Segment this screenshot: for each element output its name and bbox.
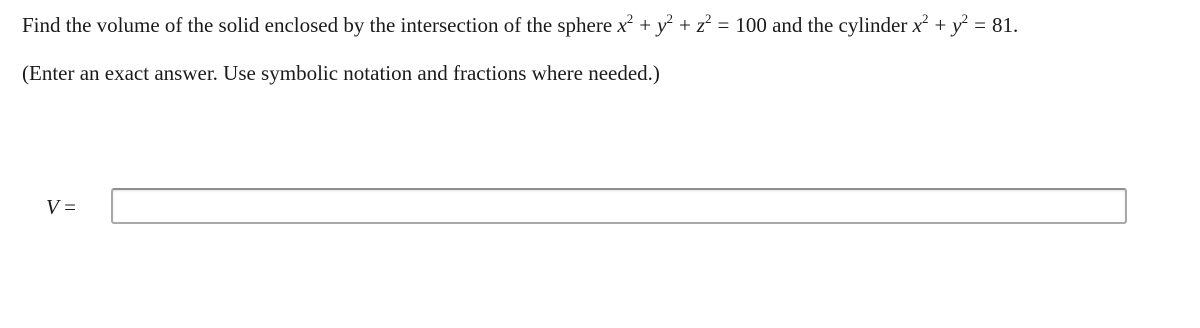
- sphere-rhs: 100: [735, 13, 767, 37]
- answer-variable: V: [46, 195, 59, 219]
- cylinder-y: y: [952, 13, 962, 37]
- cylinder-equation: [913, 13, 1019, 37]
- sphere-y: y: [657, 13, 667, 37]
- instruction-text: (Enter an exact answer. Use symbolic notation and fractions where needed.): [22, 61, 660, 85]
- answer-label: [46, 192, 76, 222]
- sphere-plus-1: +: [639, 13, 652, 37]
- cylinder-plus: +: [934, 13, 947, 37]
- sphere-x: x: [617, 13, 627, 37]
- question-text: [22, 10, 1018, 40]
- sphere-z: z: [696, 13, 705, 37]
- question-prefix: Find the volume of the solid enclosed by the intersection of the sphere: [22, 13, 613, 37]
- cylinder-rhs: 81.: [991, 13, 1019, 37]
- sphere-z-exponent: 2: [704, 11, 712, 26]
- sphere-equals: =: [717, 13, 730, 37]
- cylinder-y-exponent: 2: [961, 11, 969, 26]
- sphere-x-exponent: 2: [626, 11, 634, 26]
- cylinder-x-exponent: 2: [921, 11, 929, 26]
- sphere-y-exponent: 2: [666, 11, 673, 26]
- cylinder-x: x: [912, 13, 922, 37]
- answer-equals: =: [64, 195, 76, 219]
- answer-input[interactable]: [111, 188, 1127, 224]
- question-middle: and the cylinder: [772, 13, 908, 37]
- sphere-plus-2: +: [678, 13, 691, 37]
- cylinder-equals: =: [974, 13, 986, 37]
- sphere-equation: [617, 13, 772, 37]
